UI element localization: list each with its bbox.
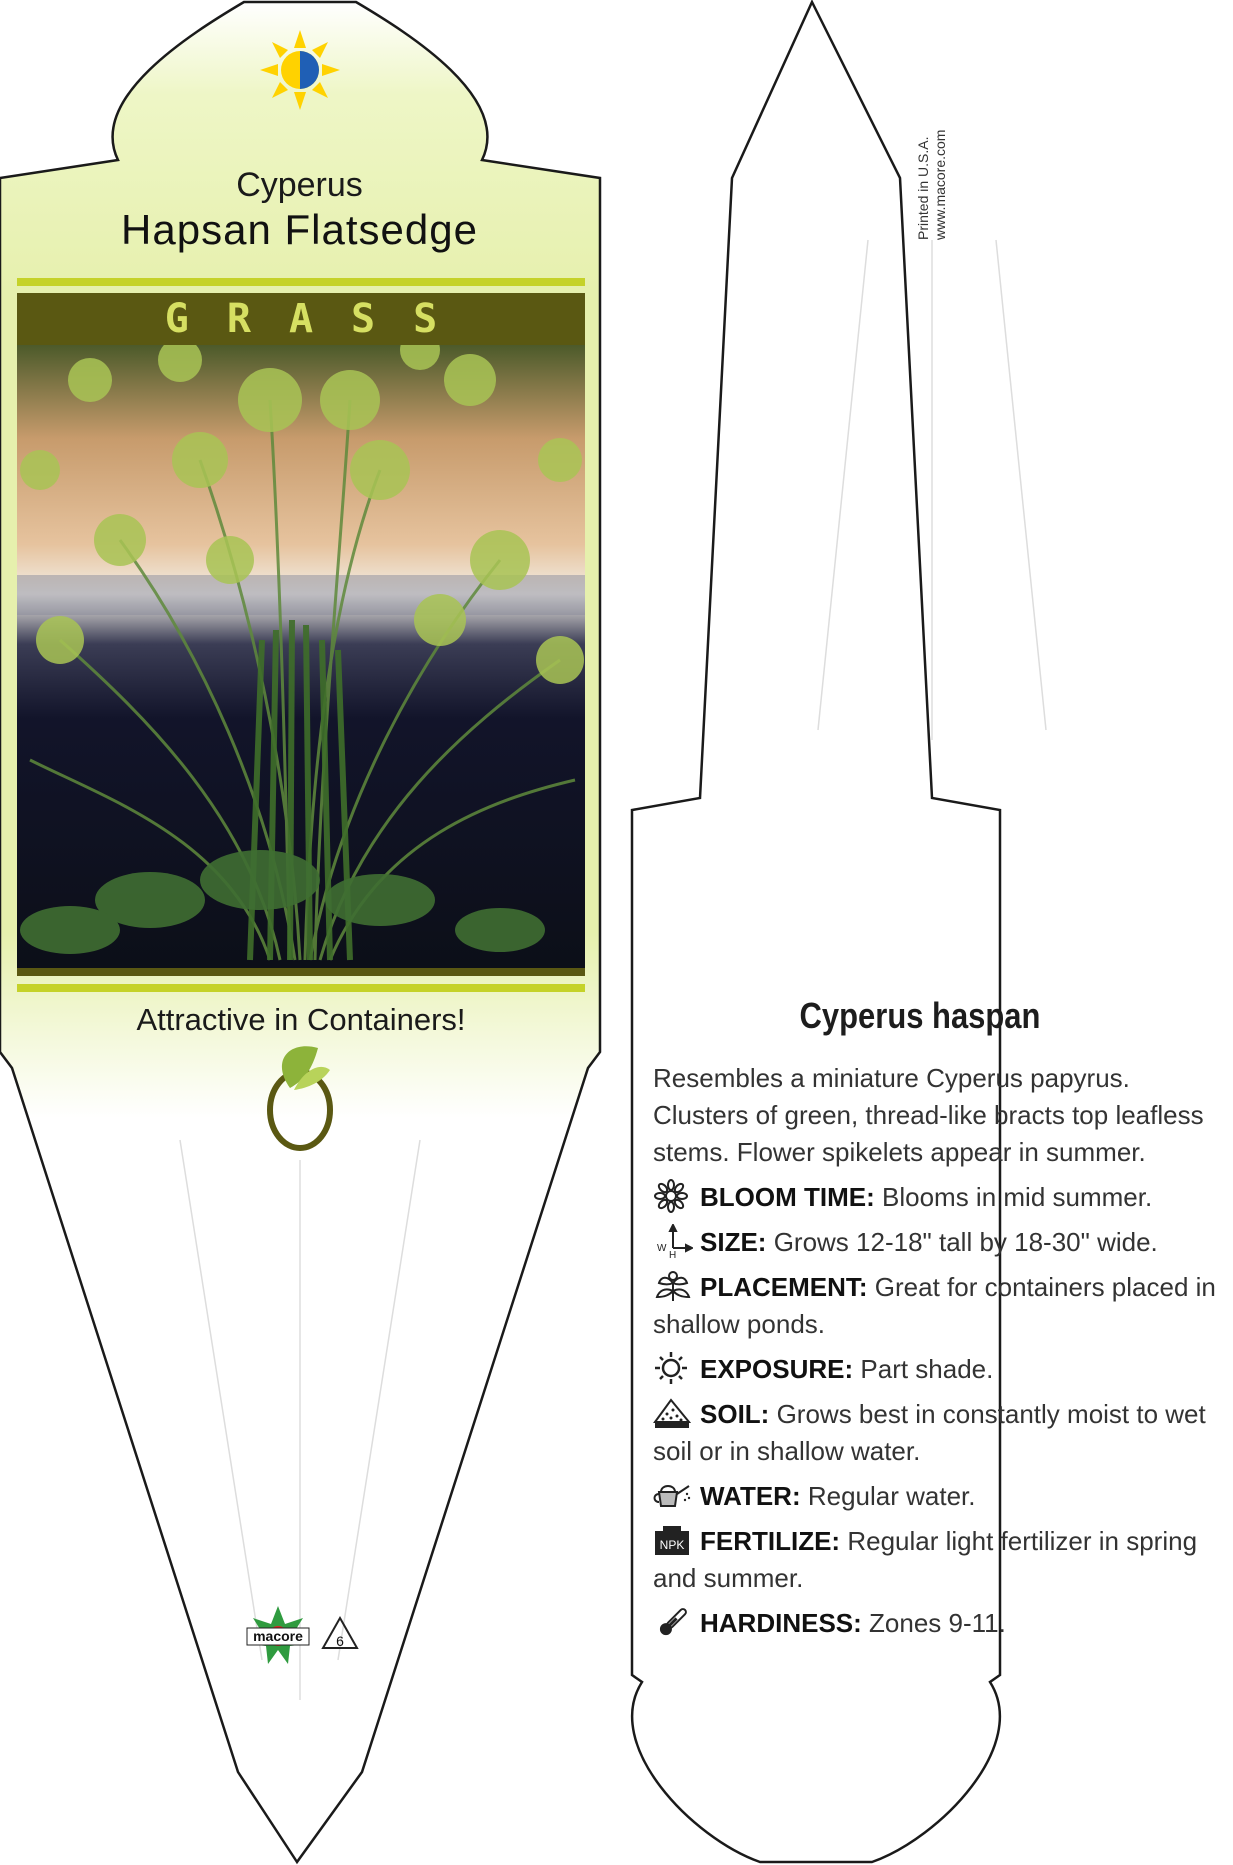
plant-description: Resembles a miniature Cyperus papyrus. Clusters of green, thread-like bracts top leafless stems. Flower spikelets appear in summer. (653, 1063, 1204, 1167)
front-accent-line-bottom (17, 984, 585, 992)
size-label: SIZE: (700, 1227, 767, 1257)
back-title: Cyperus haspan (799, 995, 1041, 1036)
soil-row (653, 1396, 1218, 1470)
hardiness-row (653, 1605, 1218, 1642)
thermometer-icon (653, 1605, 693, 1639)
exposure-value: Part shade. (860, 1354, 994, 1384)
fertilize-value: Regular light fertilizer in spring and summer. (653, 1526, 1198, 1593)
size-arrows-icon (653, 1224, 693, 1258)
fertilize-label: FERTILIZE: (700, 1526, 841, 1556)
printed-info (915, 90, 948, 240)
fertilize-row (653, 1523, 1218, 1597)
soil-value: Grows best in constantly moist to wet soil or in shallow water. (653, 1399, 1206, 1466)
part-shade-sun-icon (260, 30, 340, 110)
sun-icon (653, 1351, 693, 1385)
size-value: Grows 12-18" tall by 18-30" wide. (773, 1227, 1158, 1257)
bloom-time-row (653, 1179, 1218, 1216)
soil-label: SOIL: (700, 1399, 770, 1429)
plant-photo (17, 330, 585, 968)
exposure-label: EXPOSURE: (700, 1354, 854, 1384)
front-common-name: Hapsan Flatsedge (121, 206, 478, 253)
back-body (653, 1060, 1218, 1650)
water-row (653, 1478, 1218, 1515)
npk-icon-text: NPK (659, 1538, 685, 1552)
soil-pile-icon (653, 1396, 693, 1430)
watering-can-icon (653, 1478, 693, 1512)
front-genus: Cyperus (236, 166, 363, 204)
npk-fertilizer-icon (653, 1523, 693, 1557)
bloom-time-label: BLOOM TIME: (700, 1182, 875, 1212)
size-icon-h: H (669, 1250, 677, 1258)
printed-rotated (915, 60, 949, 240)
hardiness-label: HARDINESS: (700, 1608, 862, 1638)
front-tag (0, 2, 600, 1862)
printed-in: Printed in U.S.A. (915, 136, 931, 240)
bloom-time-value: Blooms in mid summer. (882, 1182, 1153, 1212)
front-accent-line-top (17, 278, 585, 286)
front-tagline: Attractive in Containers! (136, 1002, 466, 1037)
size-icon-w: W (657, 1243, 667, 1254)
macore-logo-text: macore (253, 1628, 303, 1644)
hardiness-value: Zones 9-11. (869, 1608, 1006, 1638)
website: www.macore.com (932, 129, 948, 240)
exposure-row (653, 1351, 1218, 1388)
placement-label: PLACEMENT: (700, 1272, 868, 1302)
size-row (653, 1224, 1218, 1261)
category-label: GRASS (164, 296, 476, 342)
placement-plant-icon (653, 1269, 693, 1303)
recycle-code: 6 (336, 1633, 344, 1649)
placement-value: Great for containers placed in shallow ponds. (653, 1272, 1216, 1339)
placement-row (653, 1269, 1218, 1343)
front-photo-bottom-band (17, 968, 585, 976)
flower-icon (653, 1179, 693, 1213)
water-label: WATER: (700, 1481, 801, 1511)
water-value: Regular water. (807, 1481, 976, 1511)
